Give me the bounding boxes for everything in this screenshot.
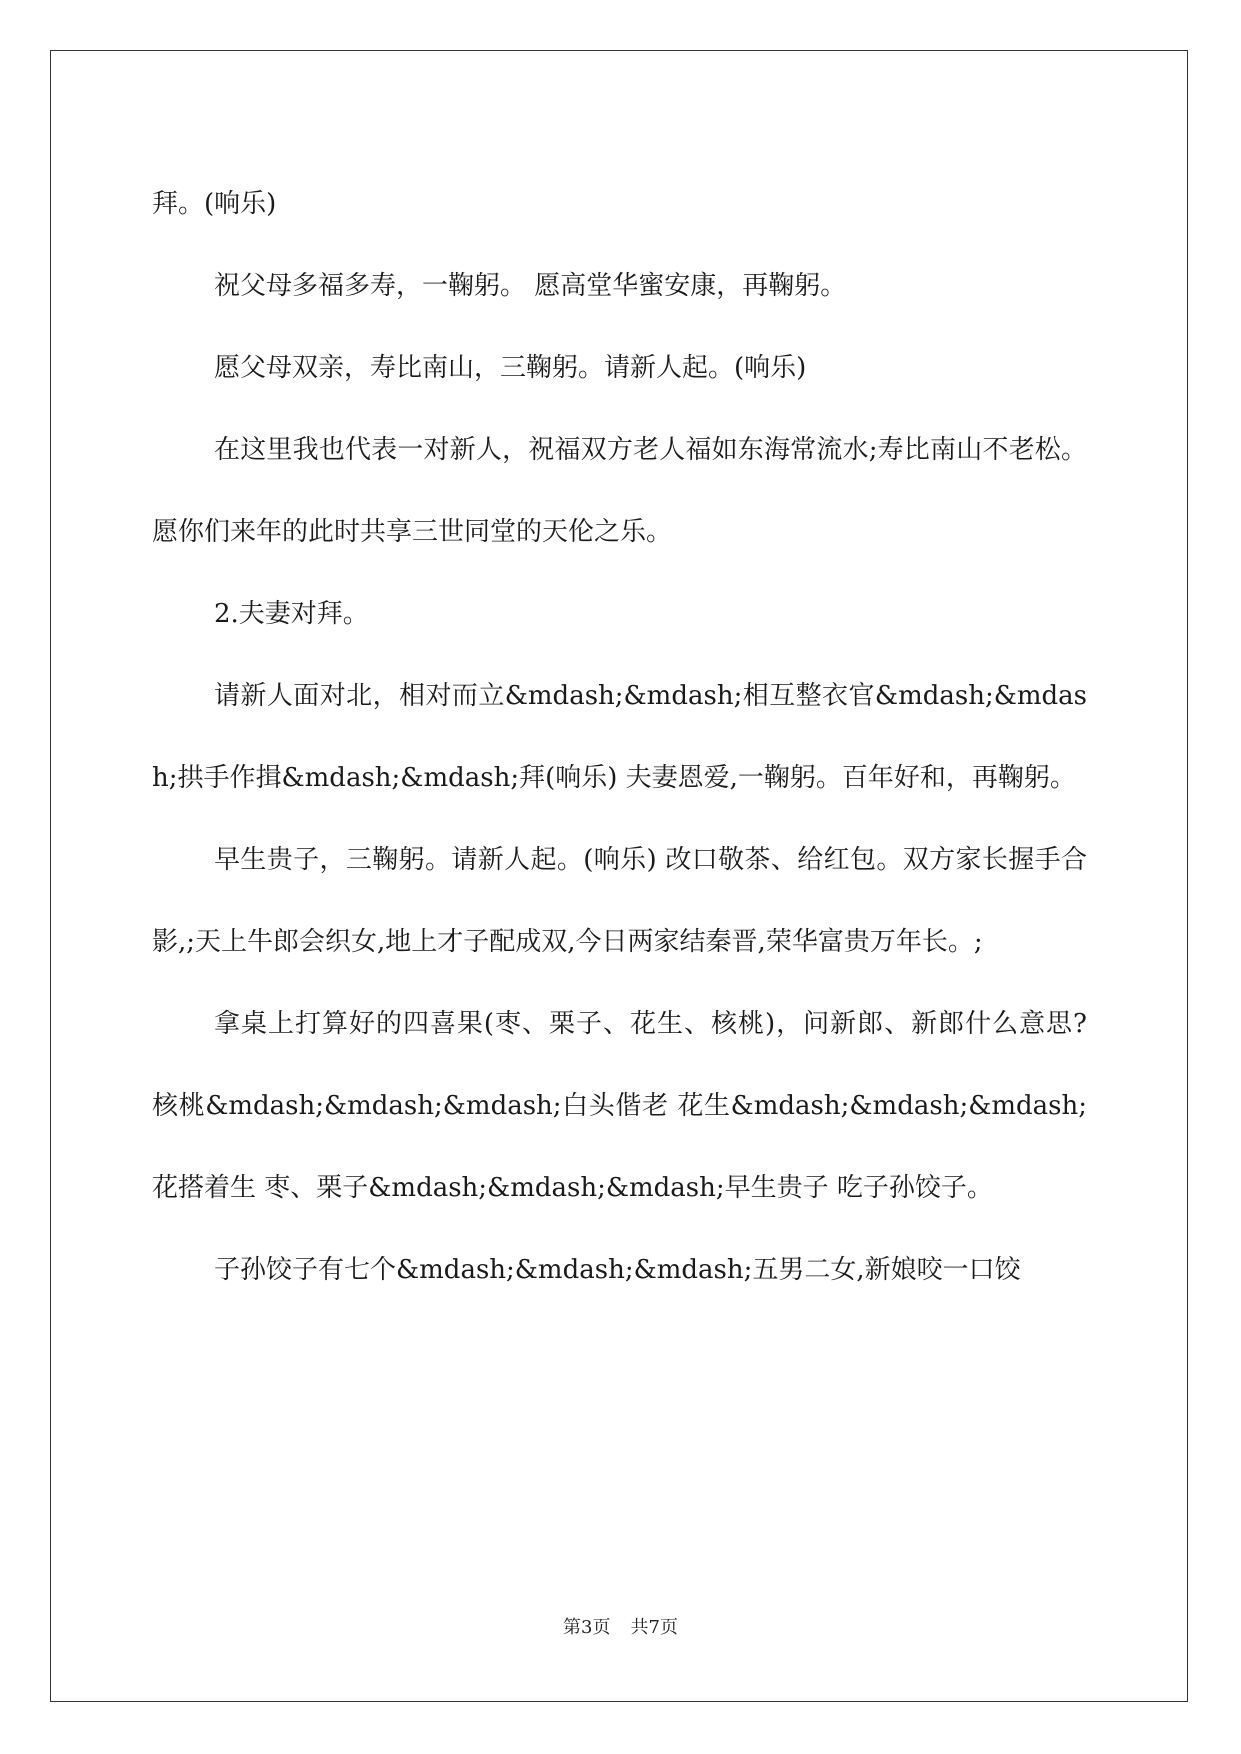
paragraph-3: 愿父母双亲，寿比南山，三鞠躬。请新人起。(响乐) [214, 353, 807, 383]
document-body [152, 163, 1087, 1311]
paragraph-5: 2.夫妻对拜。 [214, 599, 369, 629]
paragraph-8: 拿桌上打算好的四喜果(枣、栗子、花生、核桃)，问新郎、新郎什么意思? 核桃&mdash;&mdash;&mdash;白头偕老 花生&mdash;&mdash;&mdash;花搭着生 枣、栗子&mdash;&mdash;&mdash;早生贵子 吃子孙饺子。 [152, 1009, 1087, 1203]
paragraph-2: 祝父母多福多寿，一鞠躬。 愿高堂华蜜安康，再鞠躬。 [214, 271, 847, 301]
paragraph-7: 早生贵子，三鞠躬。请新人起。(响乐) 改口敬茶、给红包。双方家长握手合影,;天上牛郎会织女,地上才子配成双,今日两家结秦晋,荣华富贵万年长。; [152, 845, 1087, 957]
paragraph-1: 拜。(响乐) [152, 189, 277, 219]
page-total: 共7页 [630, 1617, 678, 1638]
paragraph-9: 子孙饺子有七个&mdash;&mdash;&mdash;五男二女,新娘咬一口饺 [214, 1255, 1021, 1285]
page-footer [0, 1616, 1241, 1640]
paragraph-6: 请新人面对北，相对而立&mdash;&mdash;相互整衣官&mdash;&mdash;拱手作揖&mdash;&mdash;拜(响乐) 夫妻恩爱,一鞠躬。百年好和，再鞠躬。 [152, 681, 1087, 793]
page-number: 第3页 [563, 1617, 611, 1638]
paragraph-4: 在这里我也代表一对新人，祝福双方老人福如东海常流水;寿比南山不老松。愿你们来年的此时共享三世同堂的天伦之乐。 [152, 435, 1087, 547]
